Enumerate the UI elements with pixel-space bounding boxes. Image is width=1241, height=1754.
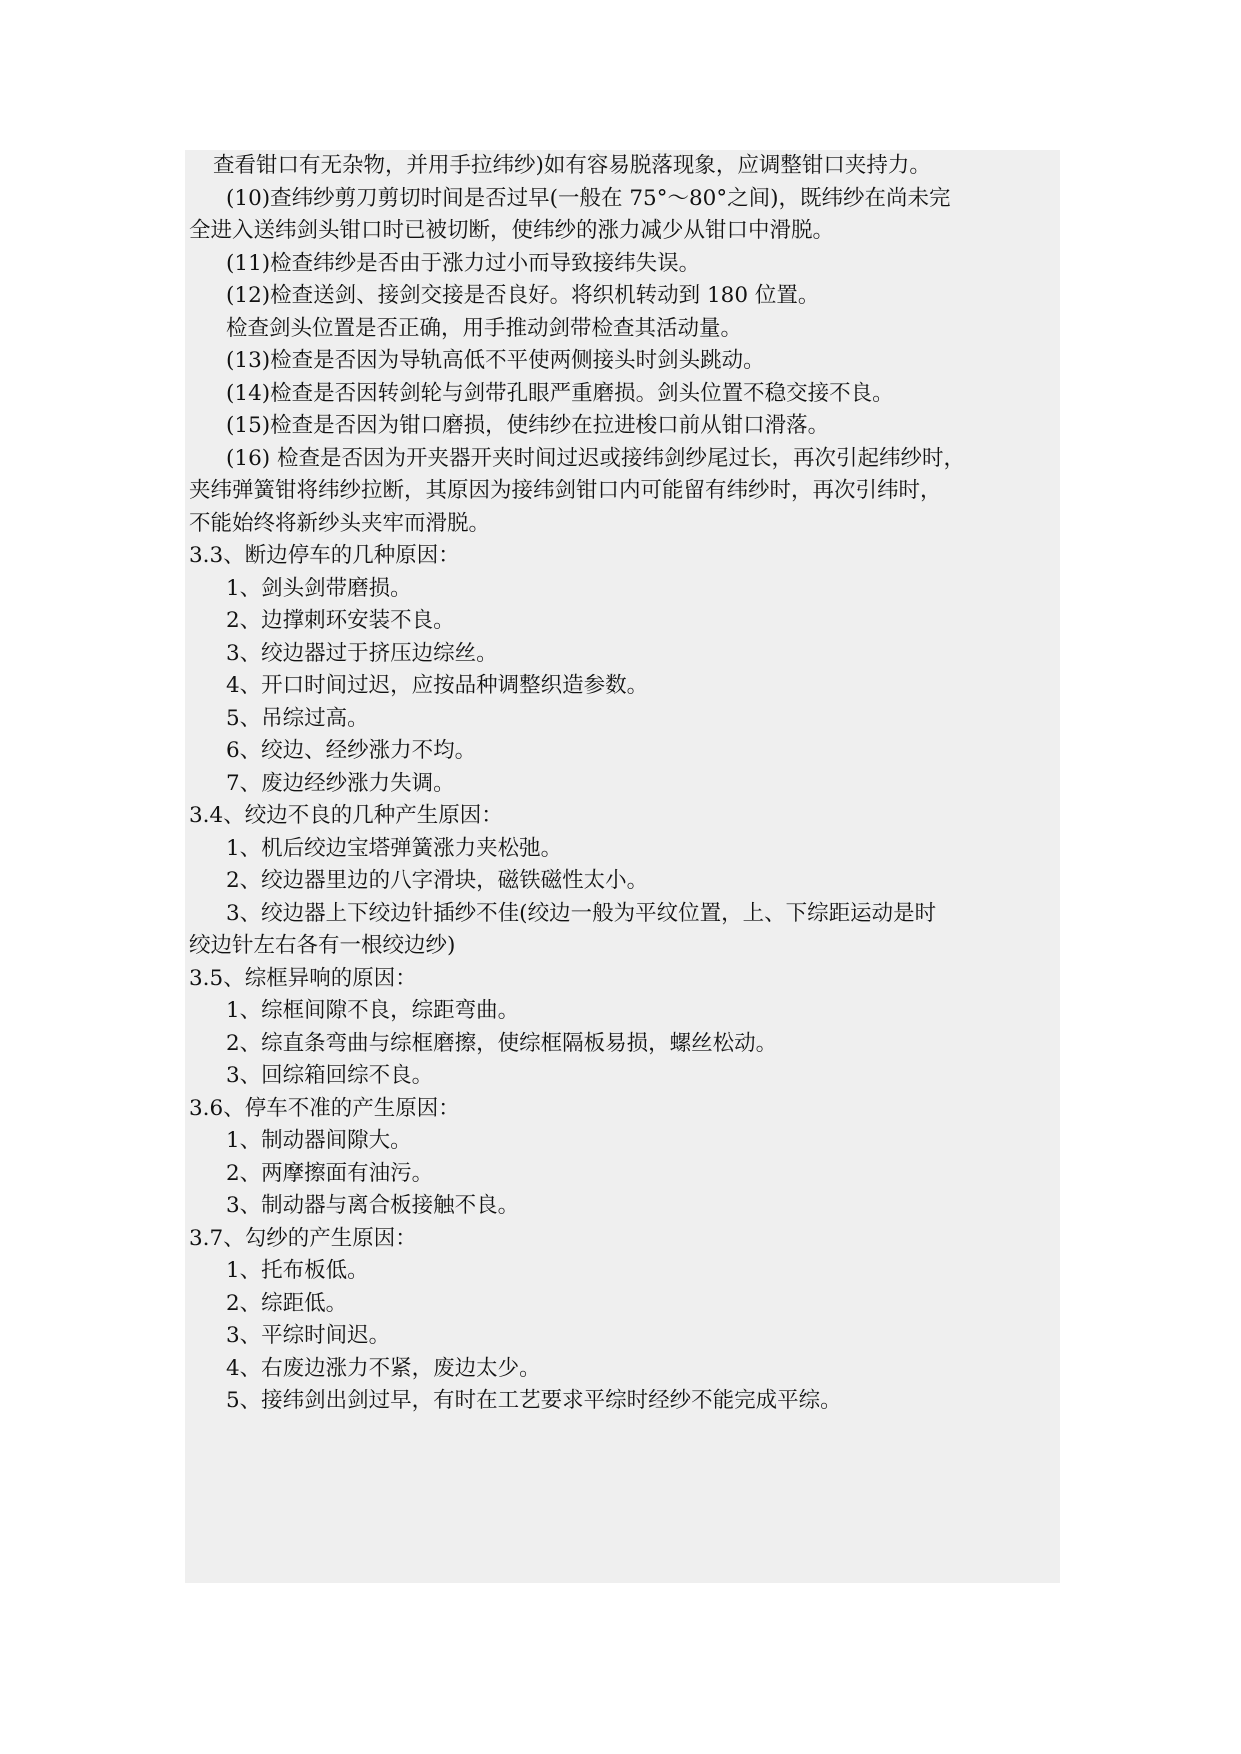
text-line: (10)查纬纱剪刀剪切时间是否过早(一般在 75°～80°之间)，既纬纱在尚未完 bbox=[226, 185, 951, 211]
text-line: (12)检查送剑、接剑交接是否良好。将织机转动到 180 位置。 bbox=[226, 283, 820, 308]
text-line: 6、绞边、经纱涨力不均。 bbox=[226, 738, 477, 763]
text-line: 3.5、综框异响的原因： bbox=[189, 965, 417, 991]
text-line: 全进入送纬剑头钳口时已被切断，使纬纱的涨力减少从钳口中滑脱。 bbox=[189, 218, 835, 243]
text-line: (14)检查是否因转剑轮与剑带孔眼严重磨损。剑头位置不稳交接不良。 bbox=[226, 380, 894, 406]
text-line: (16) 检查是否因为开夹器开夹时间过迟或接纬剑纱尾过长，再次引起纬纱时， bbox=[226, 445, 965, 471]
text-line: 3、绞边器上下绞边针插纱不佳(绞边一般为平纹位置，上、下综距运动是时 bbox=[226, 900, 937, 926]
text-line: (15)检查是否因为钳口磨损，使纬纱在拉进梭口前从钳口滑落。 bbox=[226, 413, 830, 438]
text-line: 4、右废边涨力不紧，废边太少。 bbox=[226, 1355, 541, 1381]
text-line: 不能始终将新纱头夹牢而滑脱。 bbox=[189, 510, 491, 536]
text-line: 绞边针左右各有一根绞边纱) bbox=[189, 933, 456, 958]
text-line: 4、开口时间过迟，应按品种调整织造参数。 bbox=[226, 673, 649, 698]
text-line: 3.7、勾纱的产生原因： bbox=[189, 1225, 417, 1251]
text-line: 5、接纬剑出剑过早，有时在工艺要求平综时经纱不能完成平综。 bbox=[226, 1388, 842, 1413]
text-line: 3、绞边器过于挤压边综丝。 bbox=[226, 640, 498, 666]
text-line: 3、平综时间迟。 bbox=[226, 1323, 391, 1348]
text-line: 1、综框间隙不良，综距弯曲。 bbox=[226, 998, 520, 1023]
text-line: 3.3、断边停车的几种原因： bbox=[189, 543, 460, 568]
text-line: 检查剑头位置是否正确，用手推动剑带检查其活动量。 bbox=[226, 315, 743, 341]
text-line: 1、托布板低。 bbox=[226, 1258, 369, 1283]
text-line: 2、绞边器里边的八字滑块，磁铁磁性太小。 bbox=[226, 868, 649, 893]
text-line: 1、机后绞边宝塔弹簧涨力夹松弛。 bbox=[226, 835, 563, 861]
text-line: 2、综距低。 bbox=[226, 1290, 348, 1316]
text-line: (13)检查是否因为导轨高低不平使两侧接头时剑头跳动。 bbox=[226, 348, 765, 373]
text-line: 7、废边经纱涨力失调。 bbox=[226, 770, 455, 796]
text-line: (11)检查纬纱是否由于涨力过小而导致接纬失误。 bbox=[226, 250, 701, 276]
text-line: 3.4、绞边不良的几种产生原因： bbox=[189, 803, 503, 828]
text-line: 3.6、停车不准的产生原因： bbox=[189, 1095, 460, 1121]
document-body bbox=[189, 150, 1069, 1418]
text-line: 查看钳口有无杂物，并用手拉纬纱)如有容易脱落现象，应调整钳口夹持力。 bbox=[213, 153, 931, 178]
text-line: 3、回综箱回综不良。 bbox=[226, 1063, 434, 1088]
text-line: 2、边撑刺环安装不良。 bbox=[226, 608, 455, 633]
text-line: 3、制动器与离合板接触不良。 bbox=[226, 1193, 520, 1218]
text-line: 5、吊综过高。 bbox=[226, 705, 369, 731]
text-line: 2、综直条弯曲与综框磨擦，使综框隔板易损，螺丝松动。 bbox=[226, 1030, 778, 1056]
text-line: 1、剑头剑带磨损。 bbox=[226, 575, 412, 601]
text-line: 2、两摩擦面有油污。 bbox=[226, 1160, 434, 1186]
text-line: 1、制动器间隙大。 bbox=[226, 1128, 412, 1153]
text-line: 夹纬弹簧钳将纬纱拉断，其原因为接纬剑钳口内可能留有纬纱时，再次引纬时， bbox=[189, 478, 942, 503]
